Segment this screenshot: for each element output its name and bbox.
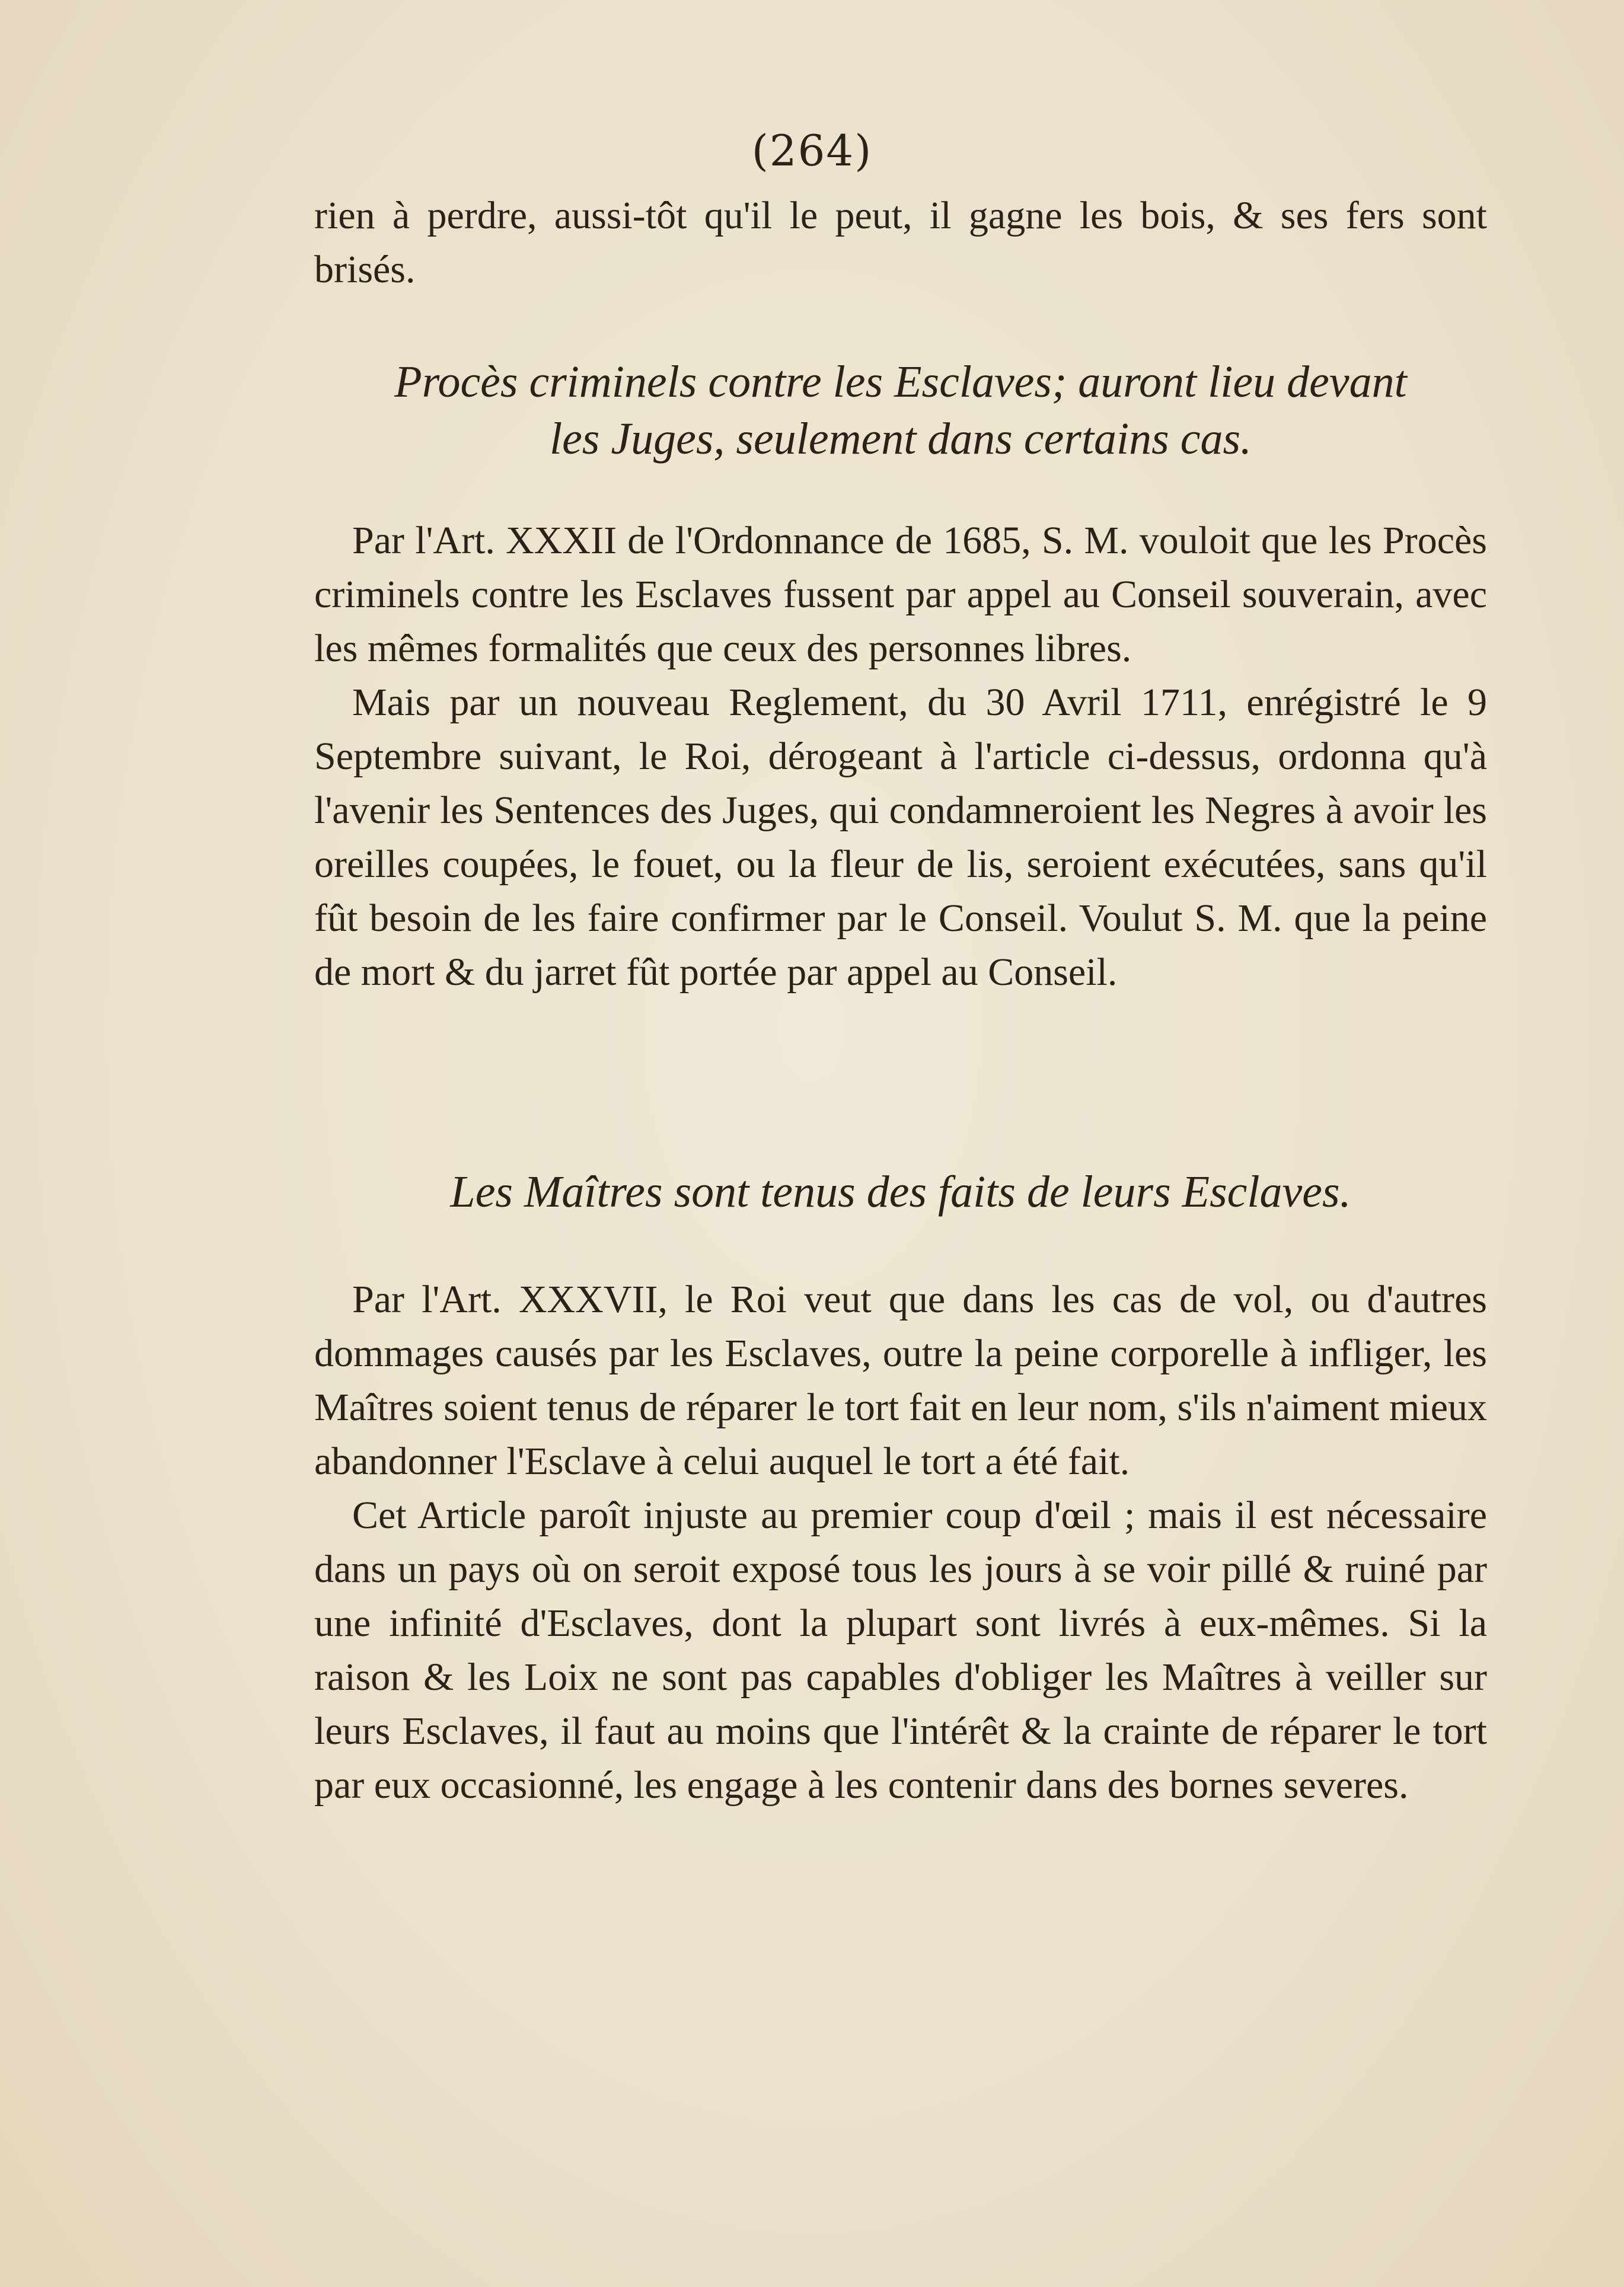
- section-heading-line-2: les Juges, seulement dans certains cas.: [549, 414, 1252, 464]
- section-heading-maitres: Les Maîtres sont tenus des faits de leurs Esclaves.: [450, 1167, 1351, 1217]
- section-1-paragraph-1: Par l'Art. XXXII de l'Ordonnance de 1685, S. M. vouloit que les Procès criminels contre les Esclaves fussent par appel au Conseil souverain, avec les mêmes formalités que ceux des personnes libres.: [314, 519, 1487, 670]
- section-1-body: [314, 513, 1487, 999]
- continuation-paragraph: rien à perdre, aussi-tôt qu'il le peut, il gagne les bois, & ses fers sont brisés.: [314, 194, 1487, 291]
- section-2-body: [314, 1272, 1487, 1812]
- section-heading-line-1: Procès criminels contre les Esclaves; auront lieu devant: [394, 357, 1407, 407]
- section-2-paragraph-2: Cet Article paroît injuste au premier coup d'œil ; mais il est nécessaire dans un pays où on seroit exposé tous les jours à se voir pillé & ruiné par une infinité d'Esclaves, dont la plupart sont livrés à eux-mêmes. Si la raison & les Loix ne sont pas capables d'obliger les Maîtres à veiller sur leurs Esclaves, il faut au moins que l'intérêt & la crainte de réparer le tort par eux occasionné, les engage à les contenir dans des bornes severes.: [314, 1494, 1487, 1807]
- section-1-paragraph-2: Mais par un nouveau Reglement, du 30 Avril 1711, enrégistré le 9 Septembre suivant, le Roi, dérogeant à l'article ci-dessus, ordonna qu'à l'avenir les Sentences des Juges, qui condamneroient les Negres à avoir les oreilles coupées, le fouet, ou la fleur de lis, seroient exécutées, sans qu'il fût besoin de les faire confirmer par le Conseil. Voulut S. M. que la peine de mort & du jarret fût portée par appel au Conseil.: [314, 681, 1487, 994]
- continuation-text: [314, 189, 1487, 296]
- section-2-paragraph-1: Par l'Art. XXXVII, le Roi veut que dans les cas de vol, ou d'autres dommages causés par les Esclaves, outre la peine corporelle à infliger, les Maîtres soient tenus de réparer le tort fait en leur nom, s'ils n'aiment mieux abandonner l'Esclave à celui auquel le tort a été fait.: [314, 1278, 1487, 1483]
- page-number: (264): [751, 126, 873, 176]
- section-heading-proces-criminels: [314, 353, 1487, 467]
